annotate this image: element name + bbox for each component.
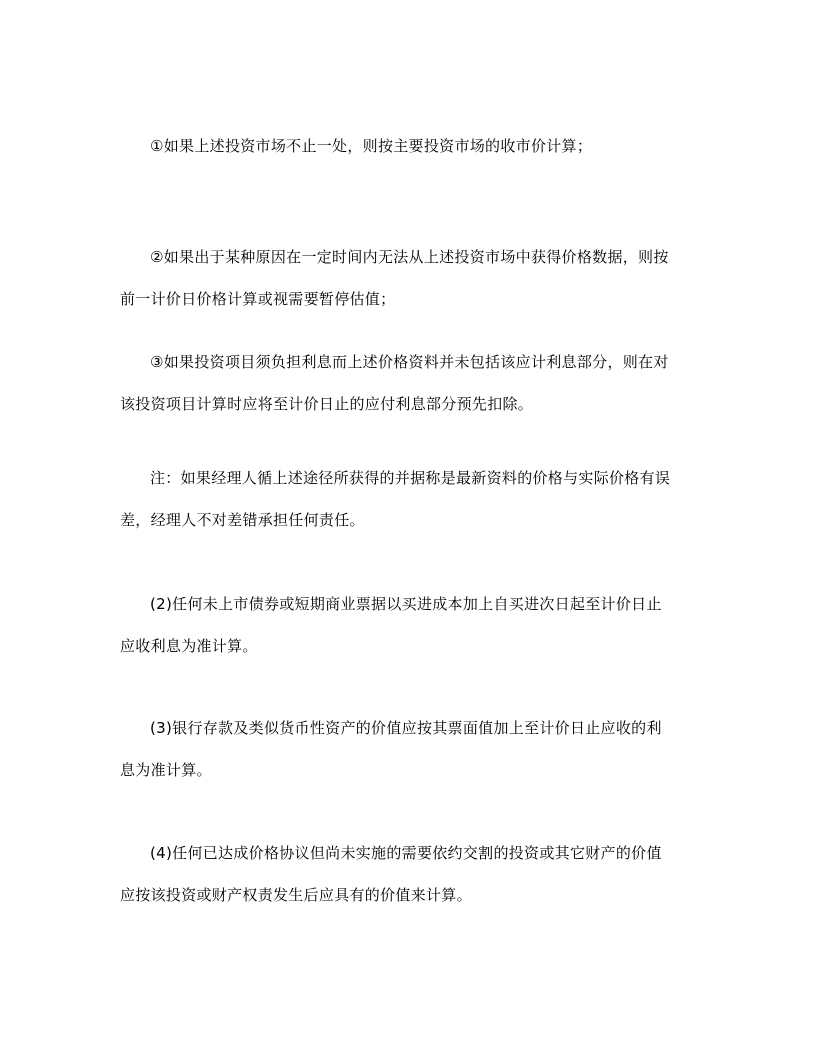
paragraph-line: (2)任何未上市债券或短期商业票据以买进成本加上自买进次日起至计价日止 [150,595,662,613]
paragraph-line: (3)银行存款及类似货币性资产的价值应按其票面值加上至计价日止应收的利 [150,719,662,737]
paragraph-line: 息为准计算。 [120,761,212,779]
paragraph-line: 应收利息为准计算。 [120,637,258,655]
paragraph-line: ②如果出于某种原因在一定时间内无法从上述投资市场中获得价格数据，则按 [150,248,669,266]
paragraph-line: 前一计价日价格计算或视需要暂停估值； [120,290,396,308]
paragraph-line: 注：如果经理人循上述途径所获得的并据称是最新资料的价格与实际价格有误 [150,469,671,487]
paragraph-line: 该投资项目计算时应将至计价日止的应付利息部分预先扣除。 [120,395,534,413]
paragraph-line: 应按该投资或财产权责发生后应具有的价值来计算。 [120,886,472,904]
paragraph-line: (4)任何已达成价格协议但尚未实施的需要依约交割的投资或其它财产的价值 [150,844,662,862]
paragraph-line: ③如果投资项目须负担利息而上述价格资料并未包括该应计利息部分，则在对 [150,353,669,371]
paragraph-line: ①如果上述投资市场不止一处，则按主要投资市场的收市价计算； [150,137,593,155]
paragraph-line: 差，经理人不对差错承担任何责任。 [120,511,365,529]
